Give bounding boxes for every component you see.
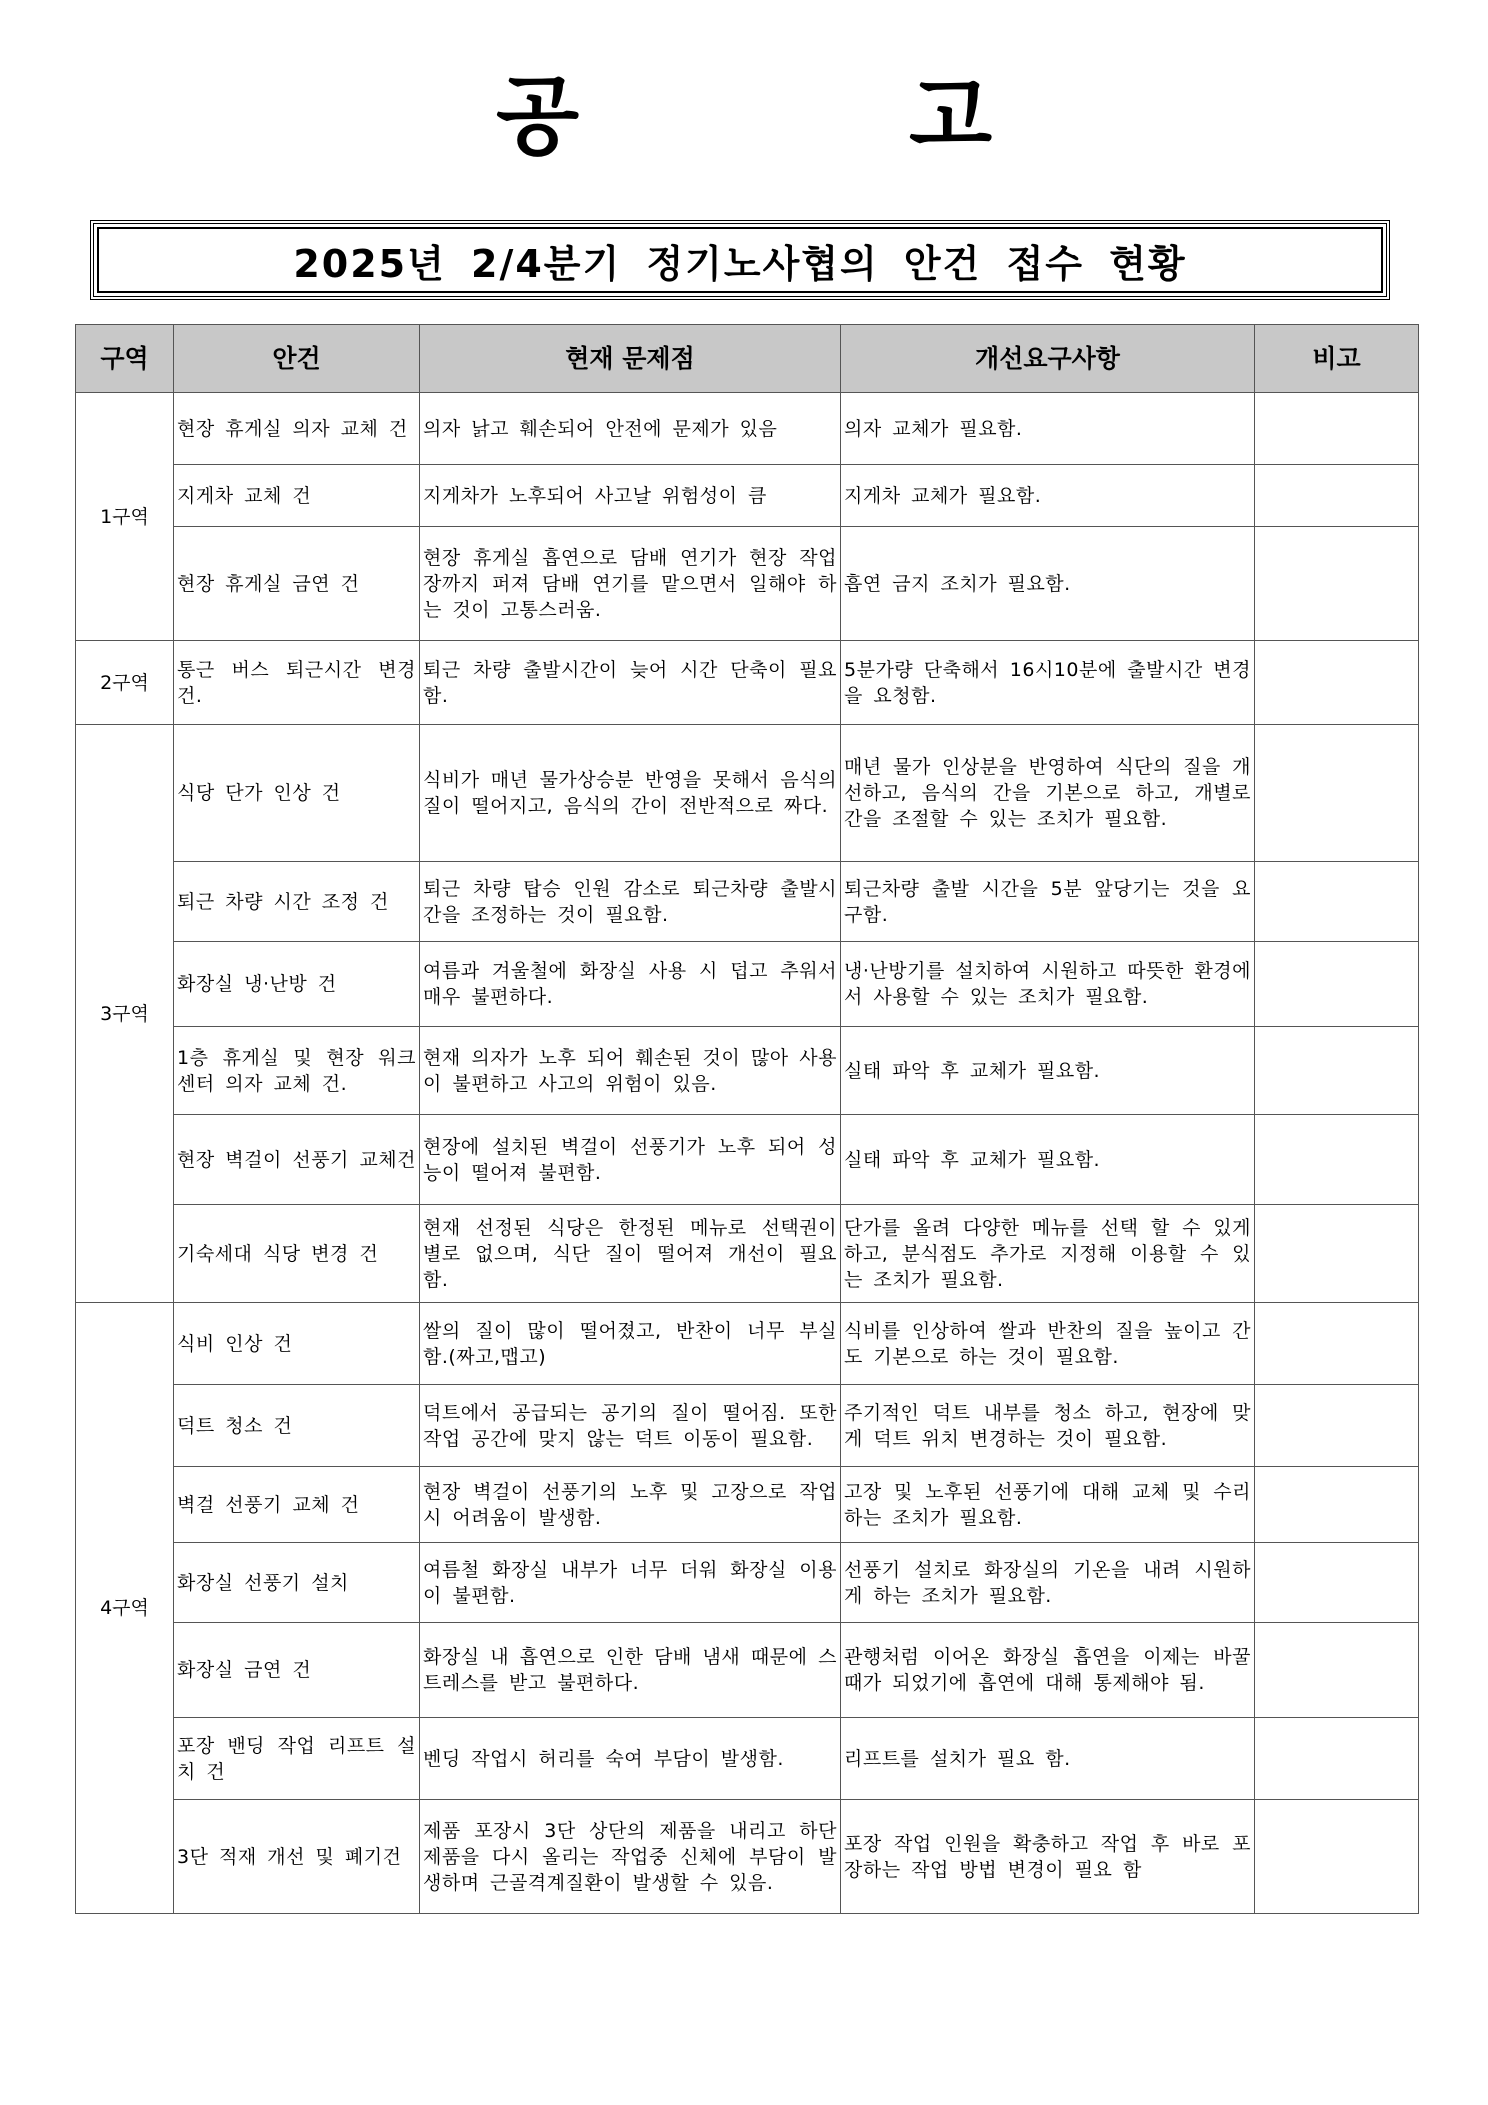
header-item: 안건: [174, 325, 420, 393]
table-row: [76, 725, 1419, 862]
item-cell: 벽걸 선풍기 교체 건: [174, 1467, 420, 1543]
item-cell: 3단 적재 개선 및 폐기건: [174, 1800, 420, 1914]
problem-cell: 화장실 내 흡연으로 인한 담배 냄새 때문에 스트레스를 받고 불편하다.: [420, 1623, 841, 1718]
problem-cell: 덕트에서 공급되는 공기의 질이 떨어짐. 또한 작업 공간에 맞지 않는 덕트 이동이 필요함.: [420, 1385, 841, 1467]
item-cell: 1층 휴게실 및 현장 워크센터 의자 교체 건.: [174, 1027, 420, 1115]
header-note: 비고: [1255, 325, 1419, 393]
agenda-table: [75, 324, 1419, 1914]
page-title: 공 고: [495, 67, 1143, 167]
item-cell: 현장 벽걸이 선풍기 교체건: [174, 1115, 420, 1205]
request-cell: 매년 물가 인상분을 반영하여 식단의 질을 개선하고, 음식의 간을 기본으로 하고, 개별로 간을 조절할 수 있는 조치가 필요함.: [841, 725, 1255, 862]
problem-cell: 현재 선정된 식당은 한정된 메뉴로 선택권이 별로 없으며, 식단 질이 떨어져 개선이 필요함.: [420, 1205, 841, 1303]
problem-cell: 현장 벽걸이 선풍기의 노후 및 고장으로 작업시 어려움이 발생함.: [420, 1467, 841, 1543]
zone-cell: 4구역: [76, 1303, 174, 1914]
item-cell: 식당 단가 인상 건: [174, 725, 420, 862]
note-cell: [1255, 641, 1419, 725]
note-cell: [1255, 393, 1419, 465]
table-row: [76, 1800, 1419, 1914]
subtitle-box: [90, 220, 1390, 300]
note-cell: [1255, 1718, 1419, 1800]
table-row: [76, 527, 1419, 641]
item-cell: 화장실 냉·난방 건: [174, 942, 420, 1027]
problem-cell: 쌀의 질이 많이 떨어졌고, 반찬이 너무 부실함.(짜고,맵고): [420, 1303, 841, 1385]
problem-cell: 현재 의자가 노후 되어 훼손된 것이 많아 사용이 불편하고 사고의 위험이 있음.: [420, 1027, 841, 1115]
request-cell: 의자 교체가 필요함.: [841, 393, 1255, 465]
request-cell: 포장 작업 인원을 확충하고 작업 후 바로 포장하는 작업 방법 변경이 필요 함: [841, 1800, 1255, 1914]
note-cell: [1255, 1027, 1419, 1115]
item-cell: 화장실 금연 건: [174, 1623, 420, 1718]
item-cell: 기숙세대 식당 변경 건: [174, 1205, 420, 1303]
table-row: [76, 1543, 1419, 1623]
table-header-row: [76, 325, 1419, 393]
request-cell: 실태 파악 후 교체가 필요함.: [841, 1027, 1255, 1115]
table-row: [76, 1115, 1419, 1205]
table-row: [76, 1205, 1419, 1303]
header-request: 개선요구사항: [841, 325, 1255, 393]
problem-cell: 현장에 설치된 벽걸이 선풍기가 노후 되어 성능이 떨어져 불편함.: [420, 1115, 841, 1205]
note-cell: [1255, 725, 1419, 862]
request-cell: 주기적인 덕트 내부를 청소 하고, 현장에 맞게 덕트 위치 변경하는 것이 필요함.: [841, 1385, 1255, 1467]
request-cell: 단가를 올려 다양한 메뉴를 선택 할 수 있게 하고, 분식점도 추가로 지정해 이용할 수 있는 조치가 필요함.: [841, 1205, 1255, 1303]
note-cell: [1255, 1800, 1419, 1914]
request-cell: 리프트를 설치가 필요 함.: [841, 1718, 1255, 1800]
item-cell: 덕트 청소 건: [174, 1385, 420, 1467]
table-row: [76, 1027, 1419, 1115]
note-cell: [1255, 942, 1419, 1027]
item-cell: 통근 버스 퇴근시간 변경 건.: [174, 641, 420, 725]
table-row: [76, 1467, 1419, 1543]
note-cell: [1255, 1623, 1419, 1718]
table-row: [76, 942, 1419, 1027]
item-cell: 지게차 교체 건: [174, 465, 420, 527]
note-cell: [1255, 862, 1419, 942]
problem-cell: 벤딩 작업시 허리를 숙여 부담이 발생함.: [420, 1718, 841, 1800]
request-cell: 냉·난방기를 설치하여 시원하고 따뜻한 환경에서 사용할 수 있는 조치가 필요함.: [841, 942, 1255, 1027]
problem-cell: 제품 포장시 3단 상단의 제품을 내리고 하단 제품을 다시 올리는 작업중 신체에 부담이 발생하며 근골격계질환이 발생할 수 있음.: [420, 1800, 841, 1914]
note-cell: [1255, 1115, 1419, 1205]
document-subtitle: 2025년 2/4분기 정기노사협의 안건 접수 현황: [293, 241, 1187, 286]
problem-cell: 여름철 화장실 내부가 너무 더워 화장실 이용이 불편함.: [420, 1543, 841, 1623]
table-row: [76, 1718, 1419, 1800]
note-cell: [1255, 465, 1419, 527]
header-zone: 구역: [76, 325, 174, 393]
note-cell: [1255, 1205, 1419, 1303]
note-cell: [1255, 1385, 1419, 1467]
problem-cell: 의자 낡고 훼손되어 안전에 문제가 있음: [420, 393, 841, 465]
request-cell: 고장 및 노후된 선풍기에 대해 교체 및 수리하는 조치가 필요함.: [841, 1467, 1255, 1543]
problem-cell: 현장 휴게실 흡연으로 담배 연기가 현장 작업장까지 퍼져 담배 연기를 맡으면서 일해야 하는 것이 고통스러움.: [420, 527, 841, 641]
request-cell: 흡연 금지 조치가 필요함.: [841, 527, 1255, 641]
note-cell: [1255, 527, 1419, 641]
table-row: [76, 862, 1419, 942]
request-cell: 5분가량 단축해서 16시10분에 출발시간 변경을 요청함.: [841, 641, 1255, 725]
request-cell: 실태 파악 후 교체가 필요함.: [841, 1115, 1255, 1205]
table-row: [76, 393, 1419, 465]
problem-cell: 퇴근 차량 탑승 인원 감소로 퇴근차량 출발시간을 조정하는 것이 필요함.: [420, 862, 841, 942]
request-cell: 선풍기 설치로 화장실의 기온을 내려 시원하게 하는 조치가 필요함.: [841, 1543, 1255, 1623]
table-row: [76, 465, 1419, 527]
item-cell: 포장 밴딩 작업 리프트 설치 건: [174, 1718, 420, 1800]
item-cell: 식비 인상 건: [174, 1303, 420, 1385]
table-row: [76, 1385, 1419, 1467]
item-cell: 화장실 선풍기 설치: [174, 1543, 420, 1623]
problem-cell: 여름과 겨울철에 화장실 사용 시 덥고 추워서 매우 불편하다.: [420, 942, 841, 1027]
table-row: [76, 1303, 1419, 1385]
note-cell: [1255, 1467, 1419, 1543]
request-cell: 퇴근차량 출발 시간을 5분 앞당기는 것을 요구함.: [841, 862, 1255, 942]
item-cell: 현장 휴게실 의자 교체 건: [174, 393, 420, 465]
note-cell: [1255, 1543, 1419, 1623]
item-cell: 퇴근 차량 시간 조정 건: [174, 862, 420, 942]
zone-cell: 1구역: [76, 393, 174, 641]
request-cell: 지게차 교체가 필요함.: [841, 465, 1255, 527]
table-row: [76, 1623, 1419, 1718]
table-body: [76, 393, 1419, 1914]
problem-cell: 식비가 매년 물가상승분 반영을 못해서 음식의 질이 떨어지고, 음식의 간이 전반적으로 짜다.: [420, 725, 841, 862]
note-cell: [1255, 1303, 1419, 1385]
problem-cell: 지게차가 노후되어 사고날 위험성이 큼: [420, 465, 841, 527]
zone-cell: 3구역: [76, 725, 174, 1303]
header-problem: 현재 문제점: [420, 325, 841, 393]
zone-cell: 2구역: [76, 641, 174, 725]
request-cell: 식비를 인상하여 쌀과 반찬의 질을 높이고 간도 기본으로 하는 것이 필요함.: [841, 1303, 1255, 1385]
request-cell: 관행처럼 이어온 화장실 흡연을 이제는 바꿀 때가 되었기에 흡연에 대해 통제해야 됨.: [841, 1623, 1255, 1718]
table-row: [76, 641, 1419, 725]
item-cell: 현장 휴게실 금연 건: [174, 527, 420, 641]
problem-cell: 퇴근 차량 출발시간이 늦어 시간 단축이 필요함.: [420, 641, 841, 725]
